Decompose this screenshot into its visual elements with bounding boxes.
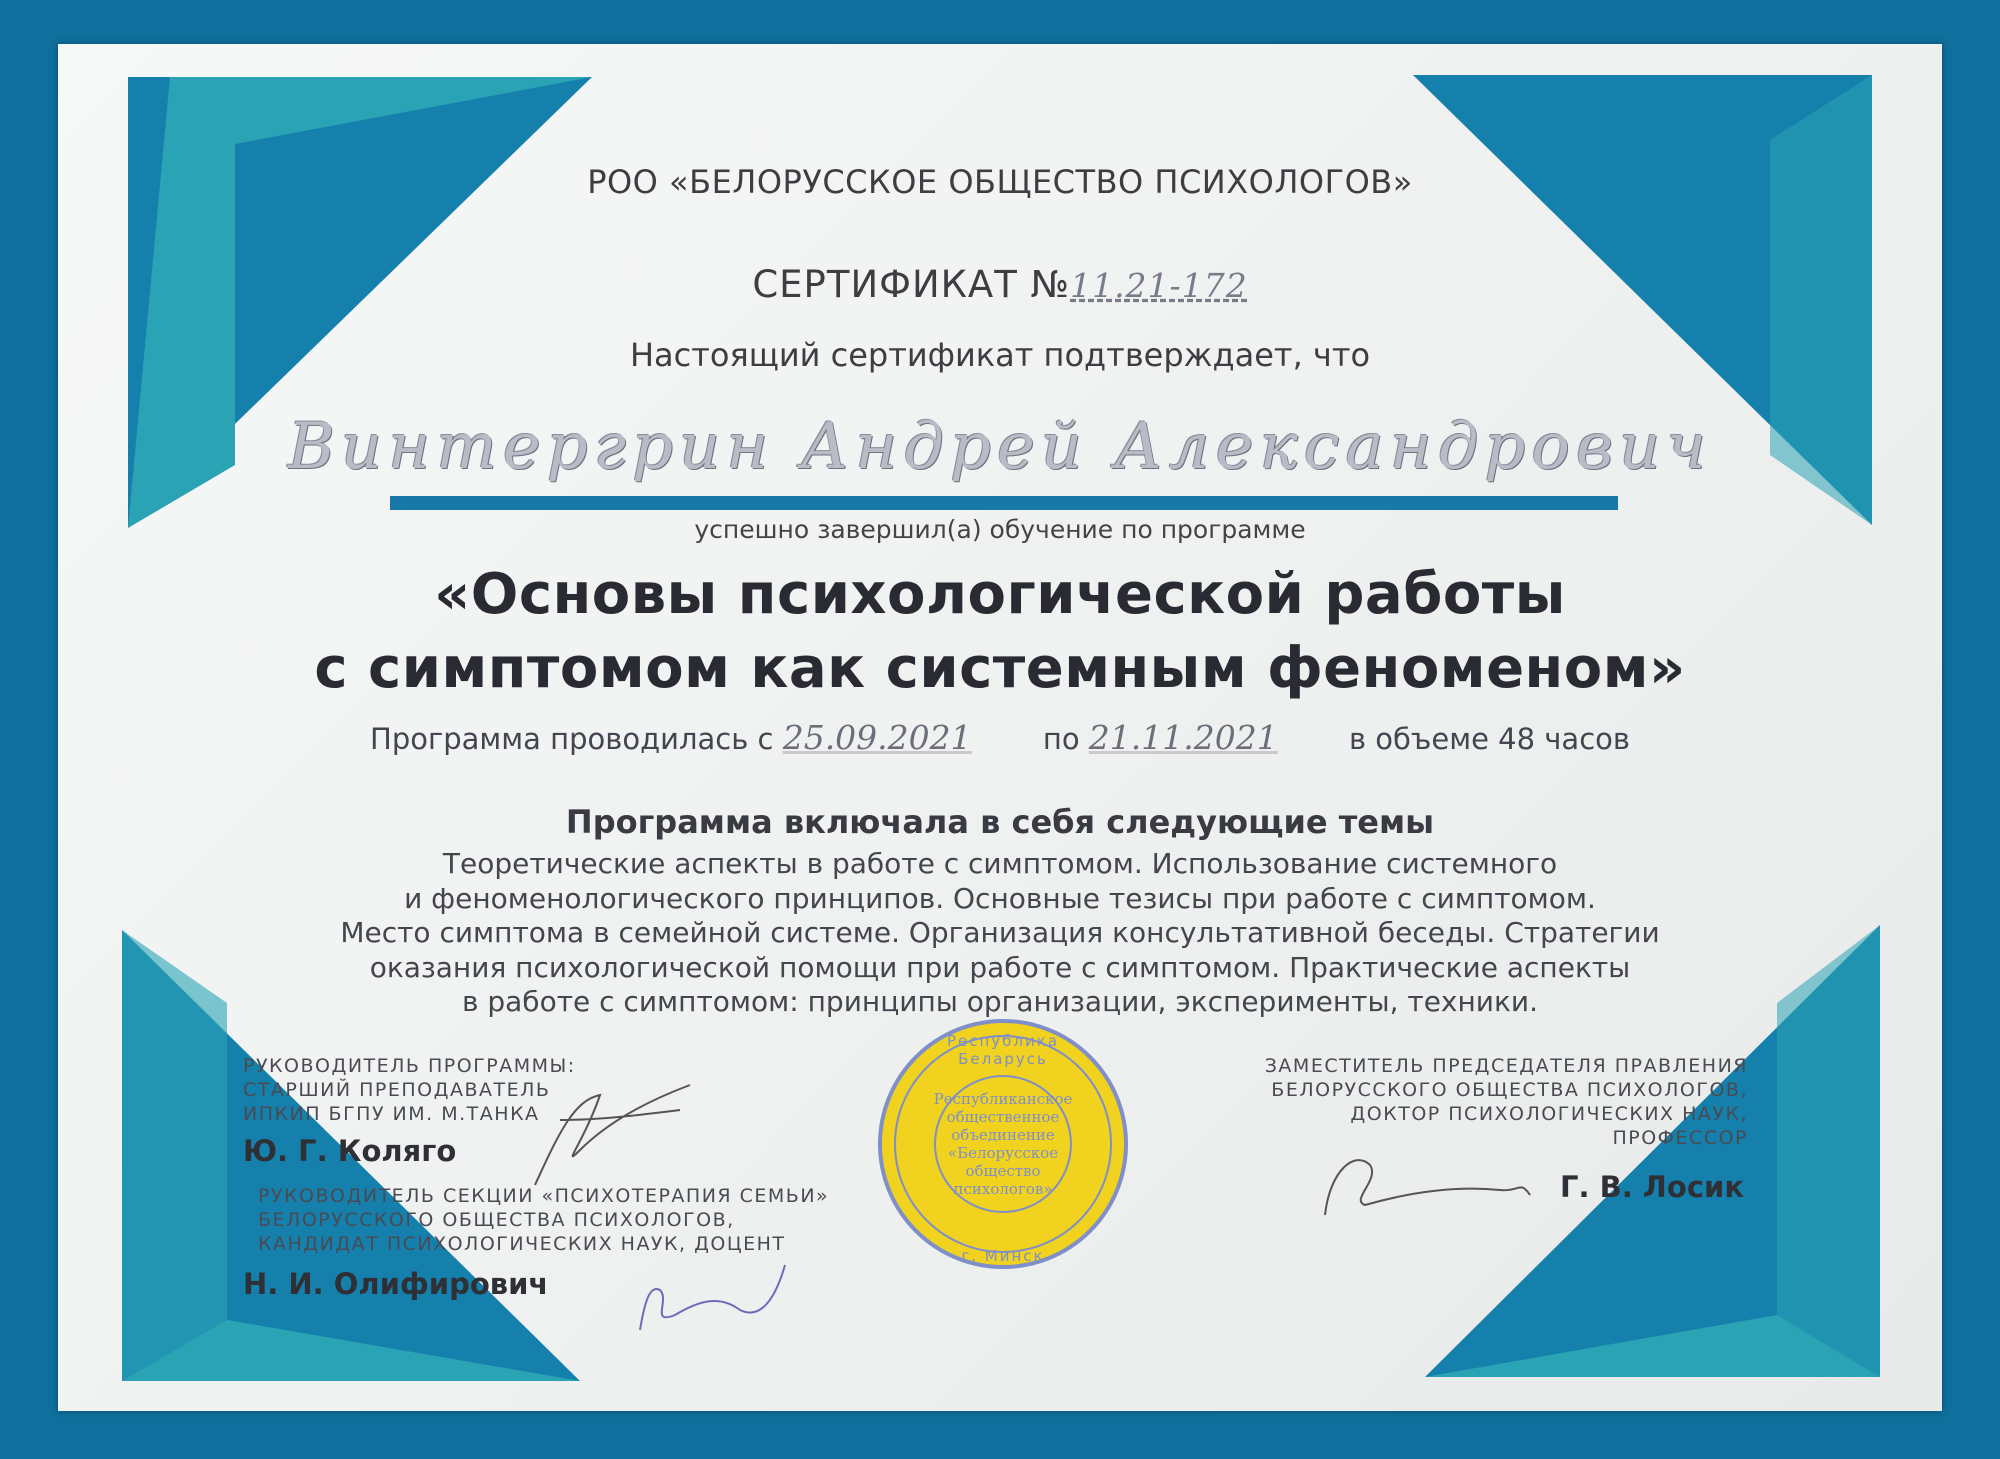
signatory-kolyago-name: Ю. Г. Коляго [243,1134,457,1168]
seal-line: «Белорусское [947,1144,1059,1162]
topic-line: Место симптома в семейной системе. Организация консультативной беседы. Стратегии [340,916,1660,949]
caption-line: БЕЛОРУССКОГО ОБЩЕСТВА ПСИХОЛОГОВ, [1271,1079,1748,1101]
caption-line: СТАРШИЙ ПРЕПОДАВАТЕЛЬ [243,1079,551,1101]
completed-text: успешно завершил(а) обучение по программе [694,515,1306,544]
period-suffix: в объеме 48 часов [1348,722,1630,756]
signature-losik [1325,1160,1530,1215]
caption-line: РУКОВОДИТЕЛЬ СЕКЦИИ «ПСИХОТЕРАПИЯ СЕМЬИ» [258,1185,830,1207]
topic-line: в работе с симптомом: принципы организации, эксперименты, техники. [461,985,1539,1018]
certificate-number: 11.21-172 [1070,266,1248,305]
caption-line: РУКОВОДИТЕЛЬ ПРОГРАММЫ: [243,1055,576,1077]
seal-inner-text [913,1090,1093,1198]
period-prefix: Программа проводилась с [370,722,774,756]
signature-olifirovich [640,1265,785,1330]
period-start-date: 25.09.2021 [782,718,972,757]
caption-line: ЗАМЕСТИТЕЛЬ ПРЕДСЕДАТЕЛЯ ПРАВЛЕНИЯ [1264,1055,1748,1077]
seal-outer-text: Республика Беларусь [946,1032,1060,1068]
caption-line: КАНДИДАТ ПСИХОЛОГИЧЕСКИХ НАУК, ДОЦЕНТ [258,1233,786,1255]
topic-line: оказания психологической помощи при работе с симптомом. Практические аспекты [369,950,1631,984]
seal-line: психологов» [953,1180,1053,1198]
topics-heading: Программа включала в себя следующие темы [565,803,1435,841]
seal-line: объединение [951,1126,1055,1144]
caption-line: ДОКТОР ПСИХОЛОГИЧЕСКИХ НАУК, [1350,1103,1748,1125]
certificate-number-line [0,263,2000,306]
seal-line: общество [965,1162,1041,1180]
recipient-underline [390,496,1618,510]
signatory-olifirovich-caption [258,1184,829,1256]
signatory-olifirovich-name: Н. И. Олифирович [243,1267,549,1301]
seal-line: общественное [946,1108,1060,1126]
period-end-date: 21.11.2021 [1088,718,1278,757]
program-title-line-1: «Основы психологической работы [434,562,1566,627]
topic-line: Теоретические аспекты в работе с симптомом. Использование системного [442,847,1558,880]
signatory-losik-caption [1265,1054,1748,1150]
recipient-name: Винтергрин Андрей Александрович [287,410,1713,484]
confirms-text: Настоящий сертификат подтверждает, что [629,336,1371,374]
signatory-losik-name: Г. В. Лосик [1560,1170,1745,1204]
certificate-label: СЕРТИФИКАТ № [752,263,1071,306]
signatory-kolyago-caption [243,1054,576,1126]
period-middle: по [1042,722,1080,756]
seal-line: Республиканское [933,1090,1073,1108]
organization-name: РОО «БЕЛОРУССКОЕ ОБЩЕСТВО ПСИХОЛОГОВ» [587,163,1413,201]
seal-bottom-text: г. Минск [961,1247,1045,1265]
topic-line: и феноменологического принципов. Основные тезисы при работе с симптомом. [404,881,1596,915]
program-period [0,718,2000,757]
caption-line: БЕЛОРУССКОГО ОБЩЕСТВА ПСИХОЛОГОВ, [258,1209,735,1231]
caption-line: ПРОФЕССОР [1612,1127,1748,1149]
topics-list [0,847,2000,1020]
program-title-line-2: с симптомом как системным феноменом» [314,636,1686,701]
caption-line: ИПКИП БГПУ ИМ. М.ТАНКА [243,1103,540,1125]
